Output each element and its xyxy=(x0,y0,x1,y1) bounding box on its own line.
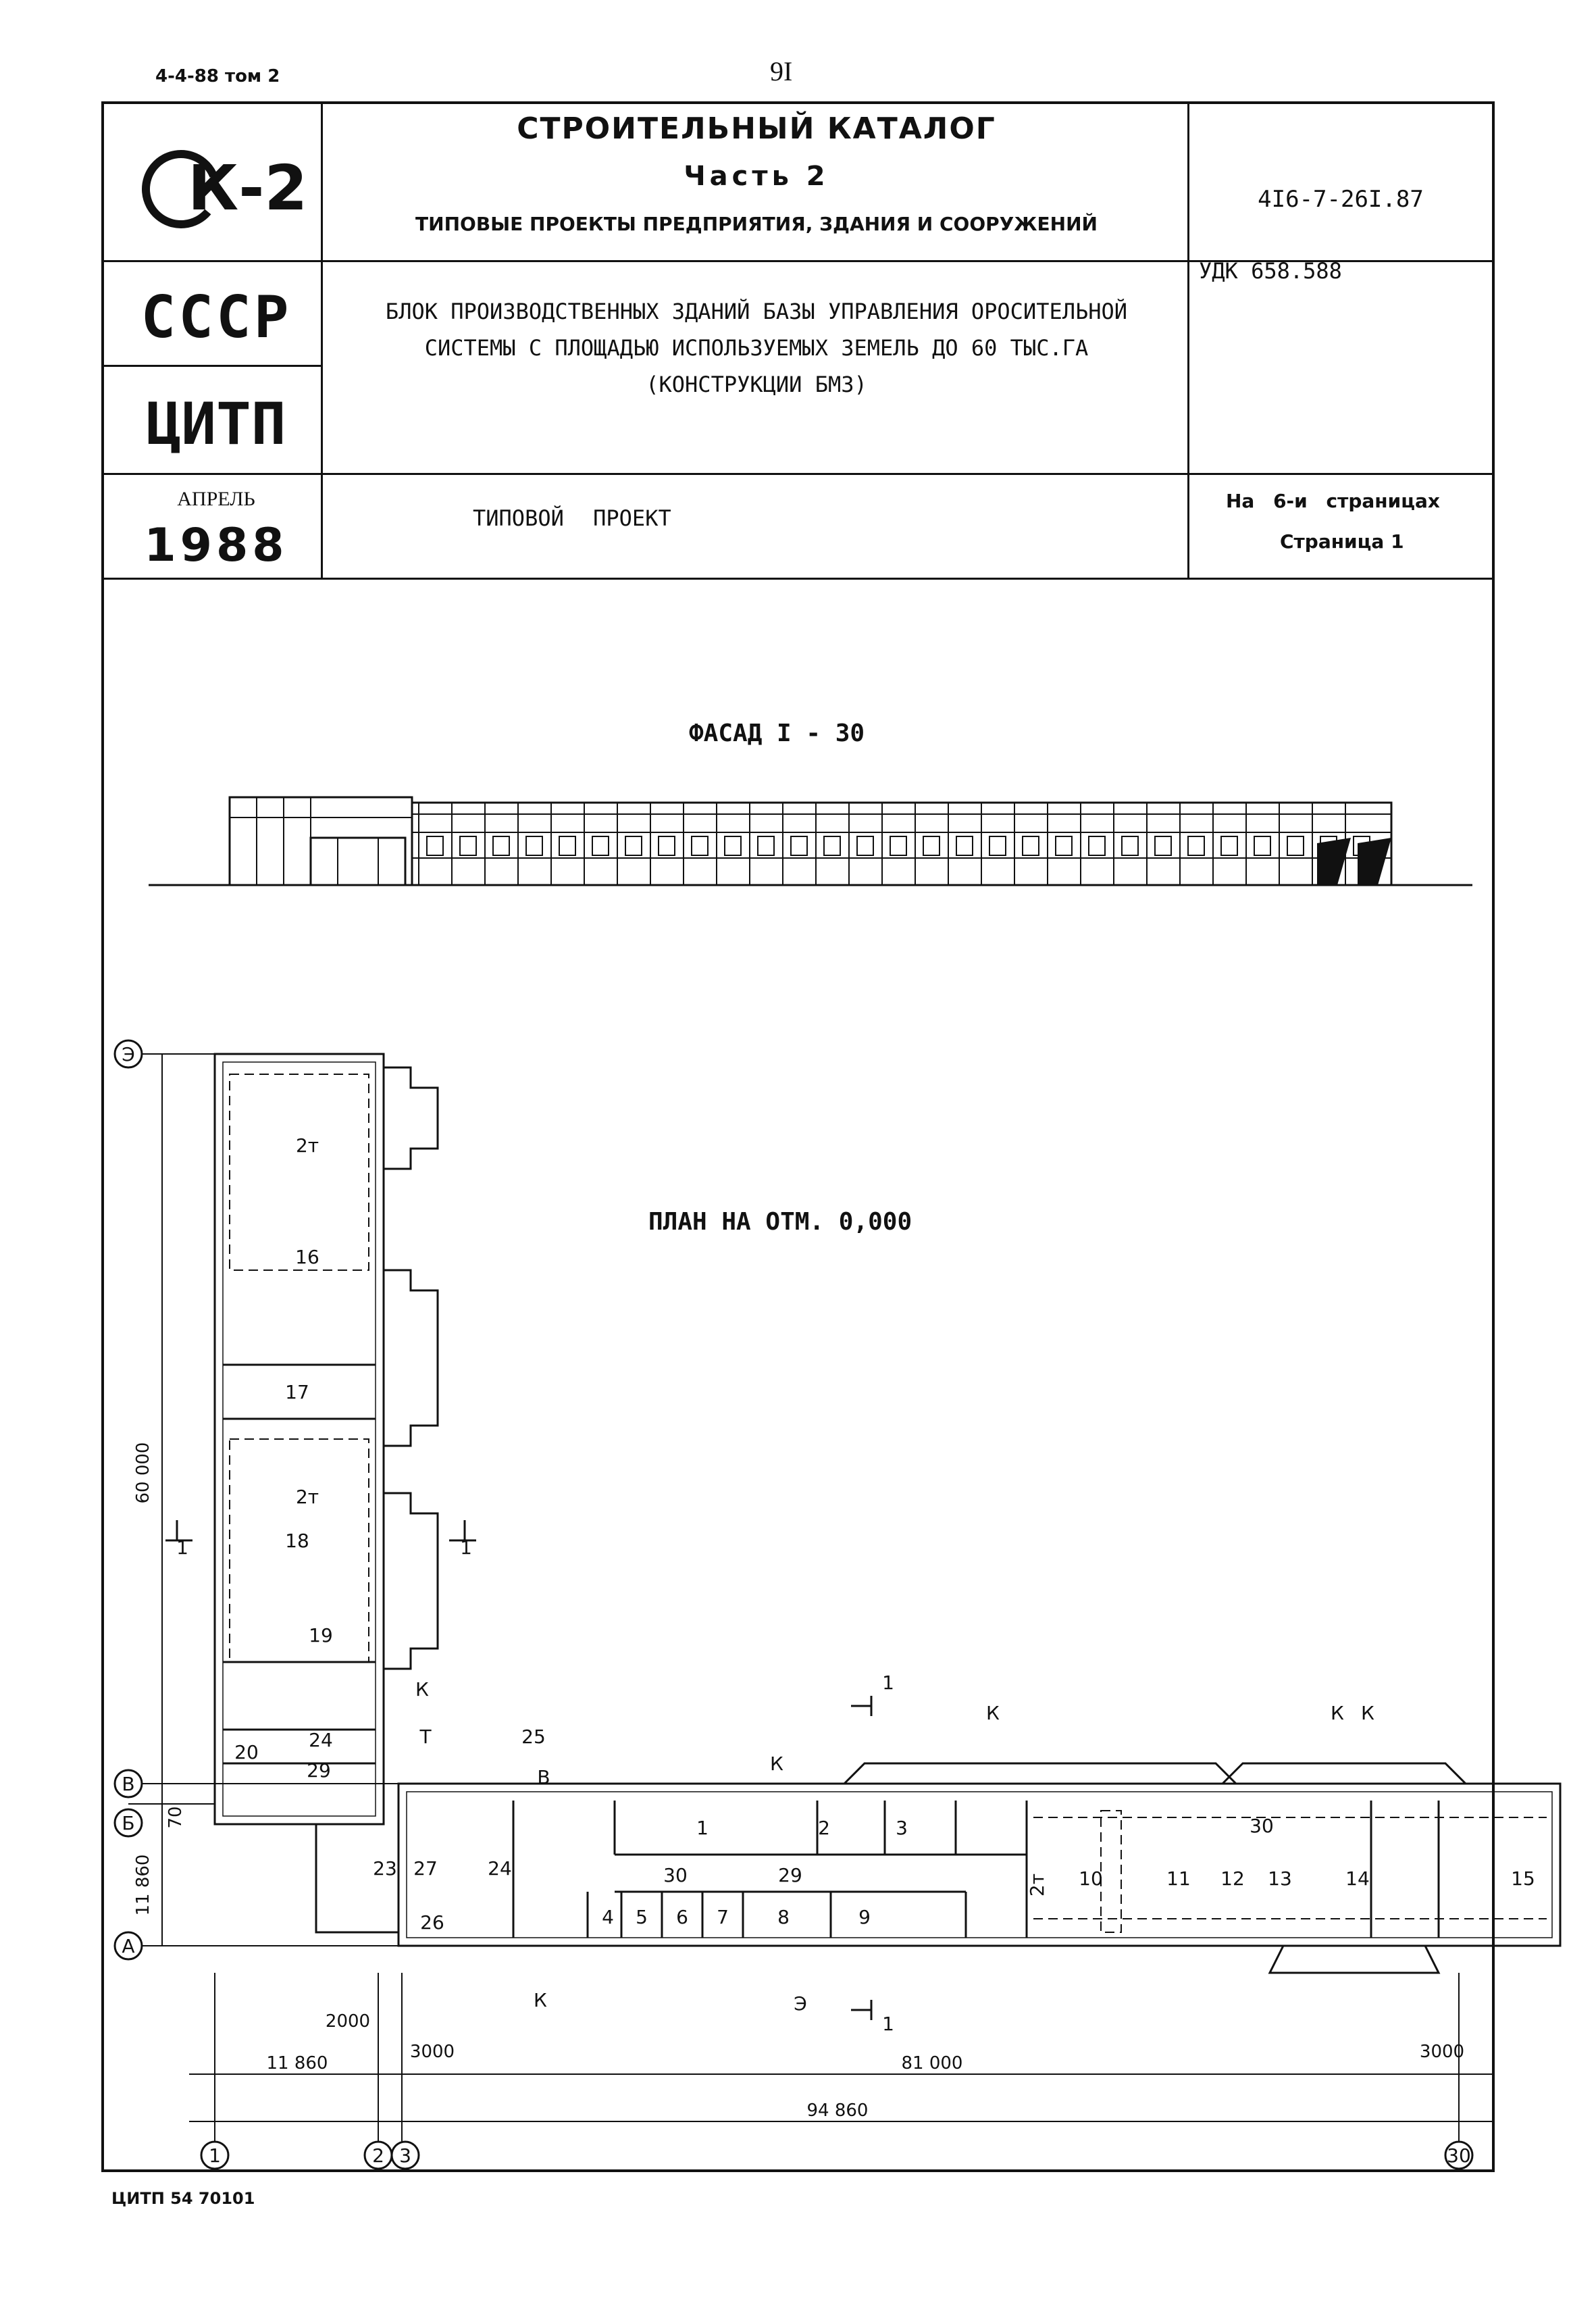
gate-2-icon xyxy=(1358,838,1391,885)
facade-window xyxy=(1188,836,1204,855)
room-label-11: 11 xyxy=(1166,1867,1191,1890)
section-mark-bottom: 1 xyxy=(882,2013,894,2035)
facade-window xyxy=(791,836,807,855)
room-label-3: 3 xyxy=(896,1817,908,1839)
room-label-7: 7 xyxy=(717,1906,729,1928)
room-label-17: 17 xyxy=(285,1381,309,1403)
room-label-2t-a: 2т xyxy=(295,1134,319,1157)
year-label: 1988 xyxy=(144,519,288,572)
room-label-14: 14 xyxy=(1345,1867,1370,1890)
footer-reference: ЦИТП 54 70101 xyxy=(111,2189,255,2208)
title-divider-2 xyxy=(101,473,1495,475)
facade-window xyxy=(692,836,708,855)
room-label-2t-b: 2т xyxy=(295,1486,319,1508)
catalog-logo-icon xyxy=(135,139,308,240)
project-name-line-1: БЛОК ПРОИЗВОДСТВЕННЫХ ЗДАНИЙ БАЗЫ УПРАВЛЕНИЯ ОРОСИТЕЛЬНОЙ xyxy=(385,299,1128,324)
marker-k-1: К xyxy=(415,1678,429,1701)
project-name-line-2: СИСТЕМЫ С ПЛОЩАДЬЮ ИСПОЛЬЗУЕМЫХ ЗЕМЕЛЬ ДО 60 ТЫС.ГА xyxy=(424,335,1089,361)
floor-plan xyxy=(101,1013,1535,2169)
plan-title: ПЛАН НА ОТМ. 0,000 xyxy=(648,1208,912,1236)
facade-window xyxy=(1122,836,1138,855)
month-label: АПРЕЛЬ xyxy=(177,488,255,510)
room-label-24-a: 24 xyxy=(309,1729,333,1751)
dim-11860: 11 860 xyxy=(266,2053,328,2073)
pages-count: На 6-и страницах xyxy=(1226,490,1440,512)
dim-3000-right: 3000 xyxy=(1419,2042,1465,2062)
room-label-6: 6 xyxy=(676,1906,688,1928)
marker-e: Э xyxy=(794,1992,807,2015)
axis-label-b: Б xyxy=(122,1812,135,1834)
facade-window xyxy=(559,836,575,855)
project-code: 4I6-7-26I.87 xyxy=(1258,186,1424,213)
catalog-subtitle: ТИПОВЫЕ ПРОЕКТЫ ПРЕДПРИЯТИЯ, ЗДАНИЯ И СООРУЖЕНИЙ xyxy=(415,213,1098,235)
room-label-9: 9 xyxy=(858,1906,871,1928)
room-label-15: 15 xyxy=(1511,1867,1535,1890)
room-label-29-a: 29 xyxy=(307,1759,331,1782)
facade-window xyxy=(659,836,675,855)
facade-window xyxy=(989,836,1006,855)
facade-window xyxy=(625,836,642,855)
archive-reference: 4-4-88 том 2 xyxy=(155,66,280,86)
facade-window xyxy=(890,836,906,855)
axis-label-30: 30 xyxy=(1447,2144,1471,2167)
room-label-26: 26 xyxy=(420,1911,444,1934)
axis-label-3: 3 xyxy=(399,2144,411,2167)
dim-94860: 94 860 xyxy=(806,2101,869,2121)
room-label-13: 13 xyxy=(1268,1867,1292,1890)
facade-window xyxy=(824,836,840,855)
facade-window xyxy=(1023,836,1039,855)
page-number: 9I xyxy=(770,56,793,86)
facade-window xyxy=(725,836,741,855)
facade-drawing xyxy=(149,784,1472,899)
facade-window xyxy=(1056,836,1072,855)
facade-title: ФАСАД I - 30 xyxy=(689,720,865,747)
facade-window-bays xyxy=(419,803,1370,885)
marker-k-6: К xyxy=(534,1989,547,2011)
dim-3000-left: 3000 xyxy=(409,2042,455,2062)
section-mark-top: 1 xyxy=(882,1671,894,1694)
facade-window xyxy=(460,836,476,855)
facade-window xyxy=(758,836,774,855)
dim-height-total: 60 000 xyxy=(133,1442,153,1504)
country-label: СССР xyxy=(140,284,292,351)
room-label-18: 18 xyxy=(285,1530,309,1552)
room-label-27: 27 xyxy=(413,1857,438,1880)
title-column-left xyxy=(321,101,323,578)
marker-k-4: К xyxy=(1331,1702,1344,1724)
project-name-line-3: (КОНСТРУКЦИИ БМЗ) xyxy=(646,372,867,397)
dim-wing-depth: 11 860 xyxy=(133,1854,153,1916)
room-label-5: 5 xyxy=(636,1906,648,1928)
facade-window xyxy=(526,836,542,855)
room-label-23: 23 xyxy=(373,1857,397,1880)
catalog-part: Часть 2 xyxy=(684,161,829,192)
facade-window xyxy=(493,836,509,855)
room-label-19: 19 xyxy=(309,1624,333,1646)
axis-label-v: В xyxy=(122,1773,135,1795)
marker-k-3: К xyxy=(986,1702,1000,1724)
marker-k-2: К xyxy=(770,1753,783,1775)
facade-window xyxy=(1155,836,1171,855)
organization-label: ЦИТП xyxy=(146,391,286,458)
axis-label-a: А xyxy=(122,1935,135,1957)
dim-2000: 2000 xyxy=(325,2011,371,2032)
marker-v: В xyxy=(537,1766,550,1788)
room-label-29-b: 29 xyxy=(778,1864,802,1886)
page-label: Страница 1 xyxy=(1280,530,1404,553)
axis-label-e: Э xyxy=(122,1043,135,1065)
axis-label-1: 1 xyxy=(209,2144,221,2167)
facade-window xyxy=(956,836,973,855)
logo-text: К-2 xyxy=(188,152,308,224)
room-label-12: 12 xyxy=(1220,1867,1245,1890)
room-label-2t-c: 2т xyxy=(1026,1873,1048,1897)
facade-window xyxy=(1089,836,1105,855)
title-divider-3 xyxy=(101,578,1495,580)
section-mark-left: 1 xyxy=(176,1536,188,1559)
section-mark-right: 1 xyxy=(460,1536,472,1559)
facade-window xyxy=(1254,836,1270,855)
room-label-8: 8 xyxy=(777,1906,790,1928)
marker-k-5: К xyxy=(1361,1702,1374,1724)
facade-window xyxy=(1221,836,1237,855)
room-label-16: 16 xyxy=(295,1246,319,1268)
room-label-10: 10 xyxy=(1079,1867,1103,1890)
room-label-30-a: 30 xyxy=(663,1864,688,1886)
room-label-25: 25 xyxy=(521,1726,546,1748)
room-label-2: 2 xyxy=(818,1817,830,1839)
title-divider-left xyxy=(101,365,321,367)
udk-code: УДК 658.588 xyxy=(1199,258,1342,284)
room-label-1: 1 xyxy=(696,1817,709,1839)
facade-window xyxy=(427,836,443,855)
room-label-20: 20 xyxy=(234,1741,259,1763)
dim-81000: 81 000 xyxy=(901,2053,963,2073)
project-type: ТИПОВОЙ ПРОЕКТ xyxy=(473,505,671,531)
axis-label-2: 2 xyxy=(372,2144,384,2167)
facade-window xyxy=(592,836,609,855)
facade-window xyxy=(857,836,873,855)
room-label-30-b: 30 xyxy=(1250,1815,1274,1837)
facade-window xyxy=(923,836,939,855)
facade-window xyxy=(1287,836,1304,855)
marker-t: Т xyxy=(419,1726,432,1748)
catalog-title: СТРОИТЕЛЬНЫЙ КАТАЛОГ xyxy=(517,111,996,146)
room-label-24-b: 24 xyxy=(488,1857,512,1880)
dim-70: 70 xyxy=(165,1806,186,1829)
room-label-4: 4 xyxy=(602,1906,614,1928)
